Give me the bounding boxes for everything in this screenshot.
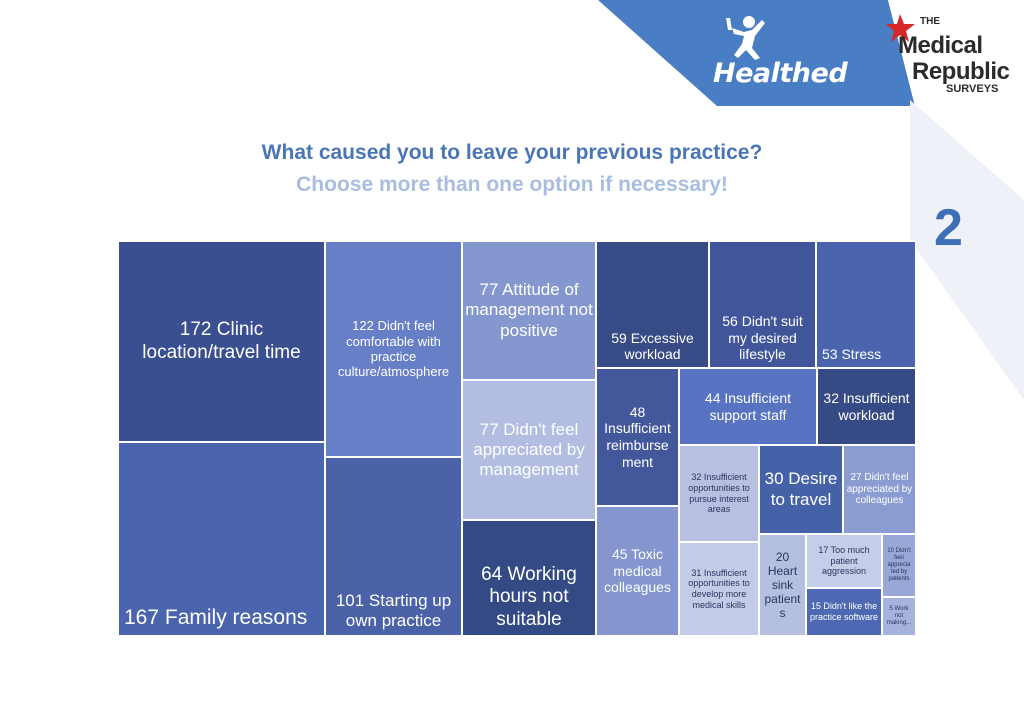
treemap-cell xyxy=(596,241,709,368)
healthed-runner-icon xyxy=(722,14,772,60)
treemap-cell xyxy=(806,588,882,636)
treemap-cell xyxy=(679,445,759,542)
treemap-cell-label: 15 Didn't like the practice software xyxy=(809,601,879,622)
treemap-cell xyxy=(759,445,843,534)
treemap-cell-label: 31 Insufficient opportunities to develop more medical skills xyxy=(688,567,750,610)
medical-republic-line2: Republic xyxy=(912,58,1010,85)
medical-republic-the: THE xyxy=(920,16,940,27)
treemap-cell xyxy=(759,534,806,636)
treemap-cell xyxy=(816,241,916,368)
treemap-cell xyxy=(596,368,679,506)
treemap-cell-label: 17 Too much patient aggression xyxy=(818,545,870,577)
treemap-cell-label: 64 Working hours not suitable xyxy=(481,563,577,630)
treemap-cell xyxy=(325,457,462,636)
treemap-cell xyxy=(882,597,916,636)
header-banner xyxy=(0,0,1024,110)
treemap-cell-label: 30 Desire to travel xyxy=(764,469,838,509)
treemap-cell-label: 48 Insufficient reimburse ment xyxy=(604,403,671,470)
treemap-cell xyxy=(325,241,462,457)
treemap-cell-label: 172 Clinic location/travel time xyxy=(142,319,301,363)
treemap-cell xyxy=(462,380,596,520)
treemap-cell xyxy=(817,368,916,445)
medical-republic-line1: Medical xyxy=(898,32,983,59)
treemap-cell-label: 45 Toxic medical colleagues xyxy=(604,546,671,596)
healthed-logo: Healthed xyxy=(713,58,848,89)
treemap-cell xyxy=(679,542,759,636)
treemap-cell xyxy=(843,445,916,534)
treemap-cell-label: 59 Excessive workload xyxy=(611,329,694,363)
treemap-cell xyxy=(806,534,882,588)
treemap-cell-label: 53 Stress xyxy=(822,346,882,363)
treemap-cell xyxy=(462,241,596,380)
medical-republic-line3: SURVEYS xyxy=(946,83,999,95)
treemap-cell xyxy=(118,442,325,636)
treemap-cell xyxy=(596,506,679,636)
treemap-cell-label: 10 Didn't feel apprecia ted by patients xyxy=(887,547,911,583)
treemap-cell-label: 77 Didn't feel appreciated by management xyxy=(473,419,585,480)
treemap-cell xyxy=(462,520,596,636)
treemap-chart xyxy=(118,241,916,636)
treemap-cell-label: 122 Didn't feel comfortable with practice culture/atmosphere xyxy=(337,318,450,380)
treemap-cell-label: 32 Insufficient opportunities to pursue interest areas xyxy=(688,472,750,515)
treemap-cell xyxy=(118,241,325,442)
treemap-cell-label: 56 Didn't suit my desired lifestyle xyxy=(722,313,803,363)
treemap-cell xyxy=(882,534,916,597)
treemap-cell-label: 44 Insufficient support staff xyxy=(704,389,792,423)
treemap-cell xyxy=(709,241,816,368)
treemap-cell-label: 77 Attitude of management not positive xyxy=(465,280,593,340)
treemap-cell-label: 20 Heart sink patient s xyxy=(764,549,801,621)
chart-title: What caused you to leave your previous practice? xyxy=(261,141,763,164)
treemap-cell xyxy=(679,368,817,445)
page-number: 2 xyxy=(934,199,963,257)
treemap-cell-label: 27 Didn't feel appreciated by colleagues xyxy=(846,471,913,507)
treemap-cell-label: 101 Starting up own practice xyxy=(335,590,452,630)
treemap-cell-label: 5 Work not making... xyxy=(886,605,912,627)
treemap-cell-label: 167 Family reasons xyxy=(124,606,308,630)
treemap-cell-label: 32 Insufficient workload xyxy=(823,389,910,423)
chart-subtitle: Choose more than one option if necessary! xyxy=(296,173,728,196)
